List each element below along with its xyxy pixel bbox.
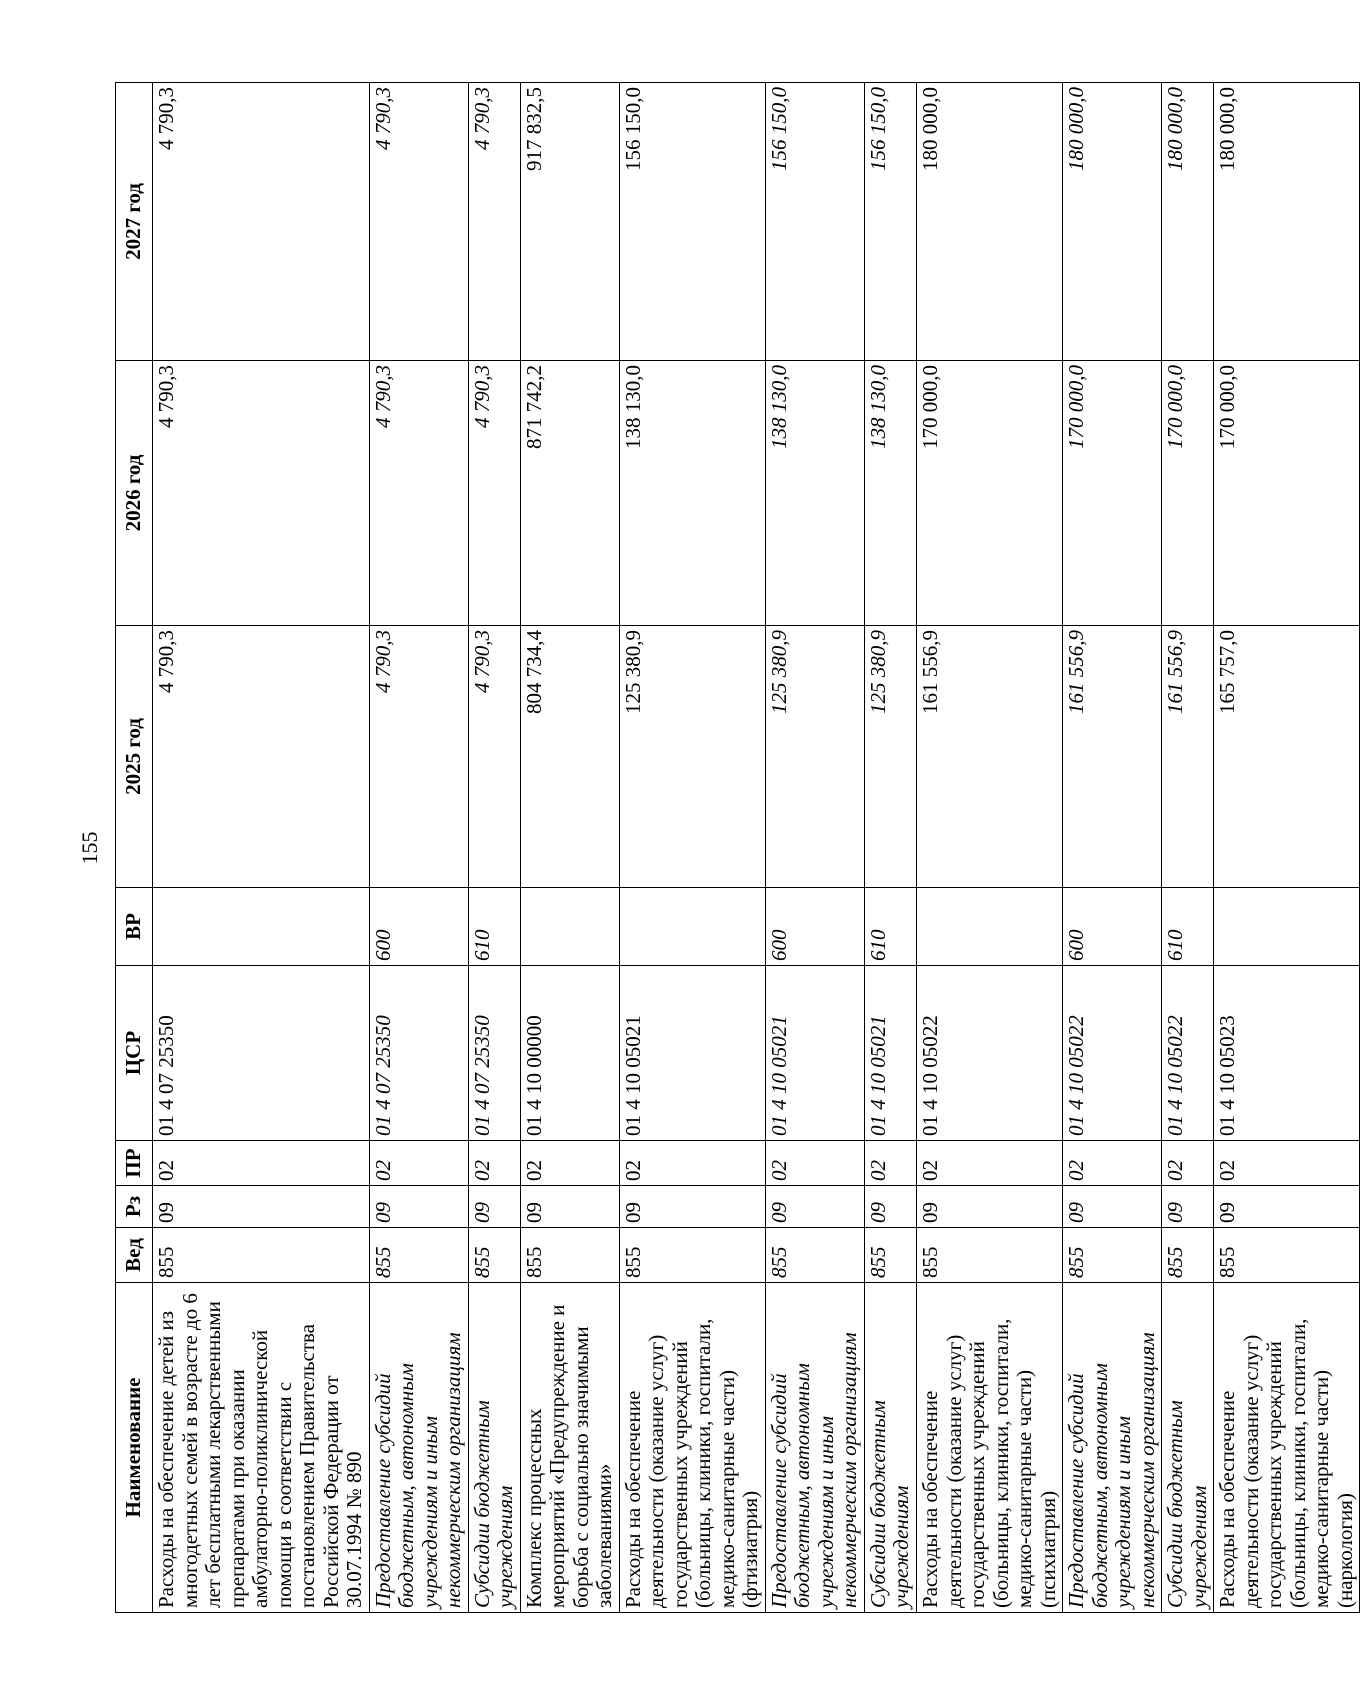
cell-2027: 156 150,0 [864,83,916,361]
cell-ved: 855 [916,1228,1062,1283]
cell-pr: 02 [468,1141,520,1186]
table-row [619,83,765,1613]
cell-csr: 01 4 07 25350 [153,966,370,1141]
cell-2027: 180 000,0 [1214,83,1360,361]
cell-ved: 855 [369,1228,468,1283]
cell-2027: 156 150,0 [619,83,765,361]
cell-2027: 4 790,3 [369,83,468,361]
cell-2027: 180 000,0 [1162,83,1214,361]
table-row [864,83,916,1613]
cell-2025: 4 790,3 [468,626,520,888]
cell-pr: 02 [864,1141,916,1186]
header-2027: 2027 год [116,83,153,361]
cell-csr: 01 4 10 00000 [520,966,619,1141]
cell-pr: 02 [916,1141,1062,1186]
cell-vr [619,888,765,966]
cell-ved: 855 [1063,1228,1162,1283]
cell-name: Субсидии бюджетным учреждениям [1162,1283,1214,1613]
header-rz: Рз [116,1186,153,1228]
cell-2026: 138 130,0 [619,361,765,626]
cell-2026: 4 790,3 [369,361,468,626]
cell-vr: 600 [369,888,468,966]
cell-vr [153,888,370,966]
cell-2025: 161 556,9 [1063,626,1162,888]
cell-name: Комплекс процессных мероприятий «Предупреждение и борьба с социально значимыми заболеваниями» [520,1283,619,1613]
cell-rz: 09 [468,1186,520,1228]
table-row [765,83,864,1613]
cell-2026: 138 130,0 [864,361,916,626]
cell-vr: 600 [1063,888,1162,966]
cell-2025: 165 757,0 [1214,626,1360,888]
cell-pr: 02 [520,1141,619,1186]
cell-csr: 01 4 10 05021 [619,966,765,1141]
header-2025: 2025 год [116,626,153,888]
cell-rz: 09 [1214,1186,1360,1228]
cell-ved: 855 [468,1228,520,1283]
cell-2026: 138 130,0 [765,361,864,626]
rotated-table-wrapper [115,83,1357,1613]
cell-rz: 09 [1162,1186,1214,1228]
cell-2025: 4 790,3 [153,626,370,888]
header-ved: Вед [116,1228,153,1283]
cell-name: Расходы на обеспечение деятельности (оказание услуг) государственных учреждений (больницы, клиники, госпитали, медико-санитарные части) (фтизиатрия) [619,1283,765,1613]
cell-rz: 09 [619,1186,765,1228]
cell-name: Расходы на обеспечение детей из многодетных семей в возрасте до 6 лет бесплатными лекарственными препаратами при оказании амбулаторно-поликлинической помощи в соответствии с постановлением Правительства Российской Федерации от 30.07.1994 № 890 [153,1283,370,1613]
cell-2025: 125 380,9 [619,626,765,888]
cell-2026: 871 742,2 [520,361,619,626]
cell-vr [1214,888,1360,966]
cell-2026: 170 000,0 [1214,361,1360,626]
cell-rz: 09 [864,1186,916,1228]
cell-vr: 610 [864,888,916,966]
cell-2027: 4 790,3 [153,83,370,361]
cell-2025: 161 556,9 [1162,626,1214,888]
header-name: Наименование [116,1283,153,1613]
cell-2025: 125 380,9 [765,626,864,888]
cell-2027: 917 832,5 [520,83,619,361]
table-row [153,83,370,1613]
table-row [520,83,619,1613]
table-row [369,83,468,1613]
cell-csr: 01 4 07 25350 [369,966,468,1141]
cell-2027: 180 000,0 [1063,83,1162,361]
cell-csr: 01 4 10 05022 [1063,966,1162,1141]
cell-csr: 01 4 10 05021 [765,966,864,1141]
cell-2025: 4 790,3 [369,626,468,888]
cell-pr: 02 [619,1141,765,1186]
cell-ved: 855 [619,1228,765,1283]
cell-pr: 02 [369,1141,468,1186]
cell-vr: 610 [1162,888,1214,966]
page-number: 155 [77,831,102,865]
header-2026: 2026 год [116,361,153,626]
cell-ved: 855 [1162,1228,1214,1283]
budget-table [115,82,1360,1613]
cell-2026: 170 000,0 [1162,361,1214,626]
cell-name: Расходы на обеспечение деятельности (оказание услуг) государственных учреждений (больницы, клиники, госпитали, медико-санитарные части) (наркология) [1214,1283,1360,1613]
table-header-row [116,83,153,1613]
cell-vr: 610 [468,888,520,966]
cell-ved: 855 [153,1228,370,1283]
cell-name: Расходы на обеспечение деятельности (оказание услуг) государственных учреждений (больницы, клиники, госпитали, медико-санитарные части) (психиатрия) [916,1283,1062,1613]
table-row [1162,83,1214,1613]
cell-2026: 170 000,0 [1063,361,1162,626]
cell-rz: 09 [369,1186,468,1228]
cell-pr: 02 [765,1141,864,1186]
cell-ved: 855 [765,1228,864,1283]
cell-2025: 804 734,4 [520,626,619,888]
cell-vr: 600 [765,888,864,966]
table-row [1214,83,1360,1613]
cell-2025: 125 380,9 [864,626,916,888]
header-csr: ЦСР [116,966,153,1141]
cell-csr: 01 4 07 25350 [468,966,520,1141]
cell-2027: 4 790,3 [468,83,520,361]
cell-name: Предоставление субсидий бюджетным, автономным учреждениям и иным некоммерческим организациям [369,1283,468,1613]
cell-csr: 01 4 10 05023 [1214,966,1360,1141]
cell-rz: 09 [916,1186,1062,1228]
cell-vr [916,888,1062,966]
cell-name: Субсидии бюджетным учреждениям [864,1283,916,1613]
cell-pr: 02 [1162,1141,1214,1186]
cell-csr: 01 4 10 05021 [864,966,916,1141]
header-vr: ВР [116,888,153,966]
cell-pr: 02 [1063,1141,1162,1186]
cell-rz: 09 [1063,1186,1162,1228]
cell-2027: 156 150,0 [765,83,864,361]
cell-name: Предоставление субсидий бюджетным, автономным учреждениям и иным некоммерческим организациям [765,1283,864,1613]
table-row [468,83,520,1613]
cell-pr: 02 [1214,1141,1360,1186]
table-row [1063,83,1162,1613]
cell-ved: 855 [1214,1228,1360,1283]
cell-2027: 180 000,0 [916,83,1062,361]
cell-rz: 09 [520,1186,619,1228]
cell-rz: 09 [765,1186,864,1228]
cell-ved: 855 [520,1228,619,1283]
cell-2025: 161 556,9 [916,626,1062,888]
cell-vr [520,888,619,966]
cell-2026: 4 790,3 [468,361,520,626]
cell-name: Субсидии бюджетным учреждениям [468,1283,520,1613]
cell-csr: 01 4 10 05022 [1162,966,1214,1141]
cell-rz: 09 [153,1186,370,1228]
cell-2026: 4 790,3 [153,361,370,626]
cell-ved: 855 [864,1228,916,1283]
cell-pr: 02 [153,1141,370,1186]
cell-name: Предоставление субсидий бюджетным, автономным учреждениям и иным некоммерческим организациям [1063,1283,1162,1613]
header-pr: ПР [116,1141,153,1186]
cell-csr: 01 4 10 05022 [916,966,1062,1141]
table-row [916,83,1062,1613]
cell-2026: 170 000,0 [916,361,1062,626]
